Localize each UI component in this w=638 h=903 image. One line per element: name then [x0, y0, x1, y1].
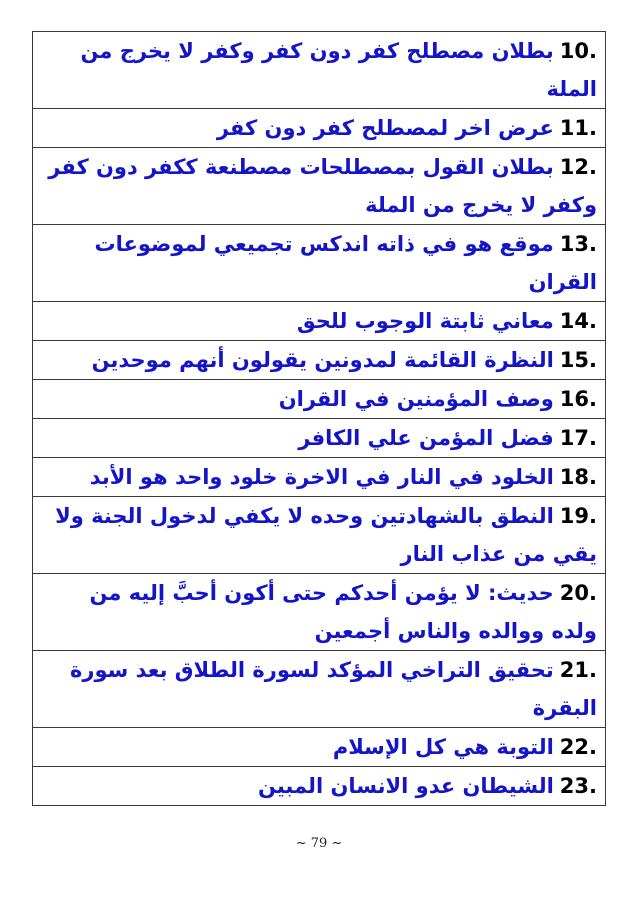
entry-title-link[interactable]: عرض اخر لمصطلح كفر دون كفر	[216, 116, 554, 140]
toc-cell	[33, 574, 606, 651]
toc-row	[33, 380, 606, 419]
entry-number: 19.	[559, 504, 597, 528]
entry-number: 20.	[559, 581, 597, 605]
page-number: ~ 79 ~	[295, 836, 343, 851]
toc-row	[33, 302, 606, 341]
entry-number: 22.	[559, 735, 597, 759]
entry-title-link[interactable]: بطلان مصطلح كفر دون كفر وكفر لا يخرج من الملة	[80, 39, 597, 101]
toc-cell	[33, 148, 606, 225]
toc-row	[33, 32, 606, 109]
toc-row	[33, 458, 606, 497]
entry-number: 12.	[559, 155, 597, 179]
toc-row	[33, 651, 606, 728]
toc-row	[33, 728, 606, 767]
entry-number: 16.	[559, 387, 597, 411]
toc-cell	[33, 651, 606, 728]
toc-row	[33, 419, 606, 458]
toc-cell	[33, 380, 606, 419]
entry-number: 15.	[559, 348, 597, 372]
toc-row	[33, 109, 606, 148]
toc-row	[33, 225, 606, 302]
toc-row	[33, 148, 606, 225]
entry-number: 23.	[559, 774, 597, 798]
toc-row	[33, 497, 606, 574]
entry-title-link[interactable]: معاني ثابتة الوجوب للحق	[296, 309, 554, 333]
toc-cell	[33, 419, 606, 458]
toc-cell	[33, 341, 606, 380]
entry-title-link[interactable]: موقع هو في ذاته اندكس تجميعي لموضوعات القران	[94, 232, 597, 294]
entry-number: 18.	[559, 465, 597, 489]
entry-title-link[interactable]: التوبة هي كل الإسلام	[332, 735, 554, 759]
toc-cell	[33, 728, 606, 767]
entry-number: 11.	[559, 116, 597, 140]
entry-number: 21.	[559, 658, 597, 682]
toc-row	[33, 767, 606, 806]
toc-cell	[33, 497, 606, 574]
toc-table	[32, 31, 606, 806]
toc-cell	[33, 767, 606, 806]
entry-number: 13.	[559, 232, 597, 256]
entry-number: 14.	[559, 309, 597, 333]
entry-title-link[interactable]: حديث: لا يؤمن أحدكم حتى أكون أحبَّ إليه من ولده ووالده والناس أجمعين	[89, 581, 597, 643]
entry-title-link[interactable]: تحقيق التراخي المؤكد لسورة الطلاق بعد سورة البقرة	[69, 658, 597, 720]
entry-title-link[interactable]: الخلود في النار في الاخرة خلود واحد هو الأبد	[89, 465, 554, 489]
toc-cell	[33, 302, 606, 341]
entry-title-link[interactable]: بطلان القول بمصطلحات مصطنعة ككفر دون كفر وكفر لا يخرج من الملة	[48, 155, 597, 217]
entry-number: 10.	[559, 39, 597, 63]
entry-title-link[interactable]: النظرة القائمة لمدونين يقولون أنهم موحدين	[91, 348, 554, 372]
toc-row	[33, 341, 606, 380]
toc-cell	[33, 109, 606, 148]
entry-number: 17.	[559, 426, 597, 450]
toc-cell	[33, 32, 606, 109]
entry-title-link[interactable]: الشيطان عدو الانسان المبين	[257, 774, 554, 798]
entry-title-link[interactable]: وصف المؤمنين في القران	[278, 387, 554, 411]
toc-cell	[33, 458, 606, 497]
entry-title-link[interactable]: النطق بالشهادتين وحده لا يكفي لدخول الجنة ولا يقي من عذاب النار	[55, 504, 597, 566]
toc-cell	[33, 225, 606, 302]
toc-row	[33, 574, 606, 651]
entry-title-link[interactable]: فضل المؤمن علي الكافر	[298, 426, 554, 450]
